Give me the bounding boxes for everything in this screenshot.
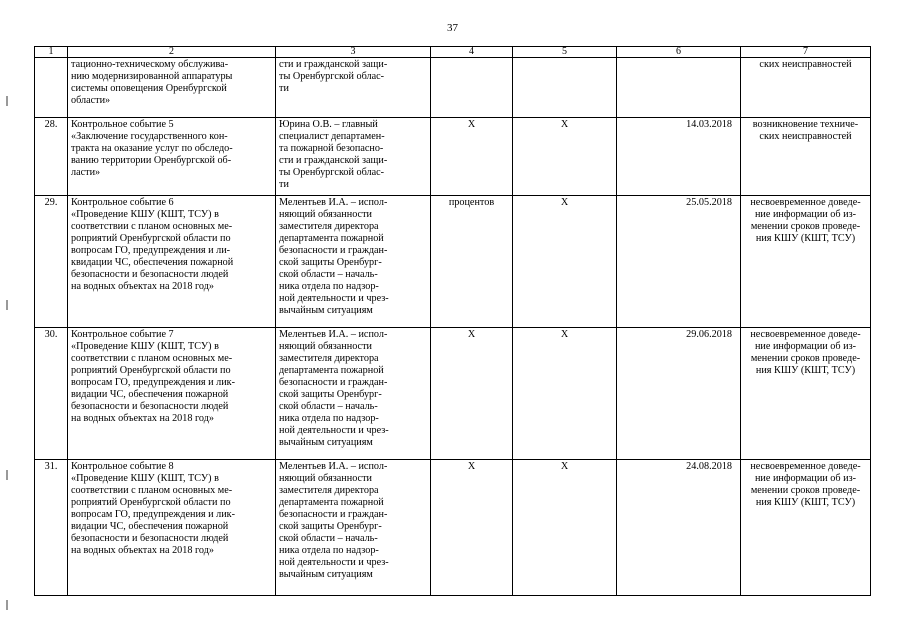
risk-description xyxy=(741,328,871,460)
event-description-line: «Проведение КШУ (КШТ, ТСУ) в xyxy=(71,473,219,484)
responsible-person-line: няющий обязанности xyxy=(279,209,372,220)
event-description-line: Контрольное событие 6 xyxy=(71,197,174,208)
responsible-person-line: безопасности и граждан- xyxy=(279,509,388,520)
event-description-line: безопасности и безопасности людей xyxy=(71,401,229,412)
event-description-line: роприятий Оренбургской области по xyxy=(71,497,231,508)
deadline-date: 29.06.2018 xyxy=(617,328,741,460)
event-description-line: «Проведение КШУ (КШТ, ТСУ) в xyxy=(71,209,219,220)
event-description-line: безопасности и безопасности людей xyxy=(71,533,229,544)
risk-description xyxy=(741,460,871,596)
table-row xyxy=(35,460,871,596)
responsible-person xyxy=(276,58,431,118)
responsible-person-line: вычайным ситуациям xyxy=(279,305,373,316)
header-cell: 6 xyxy=(617,47,741,58)
deadline-date: 24.08.2018 xyxy=(617,460,741,596)
header-cell: 4 xyxy=(431,47,513,58)
event-description-line: соответствии с планом основных ме- xyxy=(71,353,233,364)
event-description xyxy=(68,328,276,460)
event-description-line: ванию территории Оренбургской об- xyxy=(71,155,232,166)
responsible-person-line: ской защиты Оренбург- xyxy=(279,257,382,268)
table-row xyxy=(35,196,871,328)
risk-description-line: несвоевременное доведе- xyxy=(750,461,861,472)
indicator-unit xyxy=(431,58,513,118)
deadline-date: 25.05.2018 xyxy=(617,196,741,328)
responsible-person xyxy=(276,460,431,596)
responsible-person-line: заместителя директора xyxy=(279,221,379,232)
event-description xyxy=(68,58,276,118)
event-description-line: системы оповещения Оренбургской xyxy=(71,83,227,94)
responsible-person-line: Мелентьев И.А. – испол- xyxy=(279,329,388,340)
event-description-line: вопросам ГО, предупреждения и лик- xyxy=(71,509,236,520)
responsible-person-line: няющий обязанности xyxy=(279,473,372,484)
event-description-line: роприятий Оренбургской области по xyxy=(71,365,231,376)
risk-description-line: ние информации об из- xyxy=(754,473,856,484)
risk-description xyxy=(741,58,871,118)
event-description-line: Контрольное событие 7 xyxy=(71,329,174,340)
responsible-person-line: ской защиты Оренбург- xyxy=(279,521,382,532)
event-description-line: тракта на оказание услуг по обследо- xyxy=(71,143,233,154)
risk-description-line: ских неисправностей xyxy=(759,59,852,70)
responsible-person xyxy=(276,118,431,196)
indicator-value xyxy=(513,58,617,118)
responsible-person-line: департамента пожарной xyxy=(279,233,384,244)
row-number xyxy=(35,58,68,118)
responsible-person-line: Мелентьев И.А. – испол- xyxy=(279,197,388,208)
responsible-person-line: ской области – началь- xyxy=(279,401,378,412)
event-description-line: на водных объектах на 2018 год» xyxy=(71,413,214,424)
indicator-value: Х xyxy=(513,196,617,328)
event-description-line: «Заключение государственного кон- xyxy=(71,131,228,142)
deadline-date xyxy=(617,58,741,118)
header-cell: 3 xyxy=(276,47,431,58)
table-header-row xyxy=(35,47,871,58)
header-cell: 5 xyxy=(513,47,617,58)
row-number: 29. xyxy=(35,196,68,328)
responsible-person-line: ной деятельности и чрез- xyxy=(279,557,389,568)
indicator-unit: Х xyxy=(431,118,513,196)
event-description-line: вопросам ГО, предупреждения и лик- xyxy=(71,377,236,388)
deadline-date: 14.03.2018 xyxy=(617,118,741,196)
indicator-value: Х xyxy=(513,118,617,196)
event-description-line: роприятий Оренбургской области по xyxy=(71,233,231,244)
event-description-line: безопасности и безопасности людей xyxy=(71,269,229,280)
event-description xyxy=(68,196,276,328)
event-description xyxy=(68,460,276,596)
event-description-line: квидации ЧС, обеспечения пожарной xyxy=(71,257,234,268)
risk-description-line: менении сроков проведе- xyxy=(750,353,861,364)
table-row xyxy=(35,328,871,460)
scan-edge-marks xyxy=(6,0,10,640)
responsible-person-line: безопасности и граждан- xyxy=(279,245,388,256)
control-events-table xyxy=(34,46,871,596)
responsible-person-line: Мелентьев И.А. – испол- xyxy=(279,461,388,472)
responsible-person-line: сти и гражданской защи- xyxy=(279,155,388,166)
risk-description-line: ния КШУ (КШТ, ТСУ) xyxy=(755,233,856,244)
risk-description-line: ния КШУ (КШТ, ТСУ) xyxy=(755,365,856,376)
risk-description-line: менении сроков проведе- xyxy=(750,485,861,496)
risk-description-line: несвоевременное доведе- xyxy=(750,197,861,208)
event-description-line: видации ЧС, обеспечения пожарной xyxy=(71,389,229,400)
event-description-line: нию модернизированной аппаратуры xyxy=(71,71,233,82)
risk-description-line: возникновение техниче- xyxy=(752,119,859,130)
responsible-person-line: ской области – началь- xyxy=(279,269,378,280)
event-description-line: ласти» xyxy=(71,167,101,178)
indicator-unit: Х xyxy=(431,328,513,460)
responsible-person-line: ной деятельности и чрез- xyxy=(279,293,389,304)
responsible-person-line: ти xyxy=(279,179,289,190)
risk-description-line: менении сроков проведе- xyxy=(750,221,861,232)
risk-description-line: ние информации об из- xyxy=(754,209,856,220)
responsible-person-line: ской области – началь- xyxy=(279,533,378,544)
header-cell: 1 xyxy=(35,47,68,58)
header-cell: 2 xyxy=(68,47,276,58)
risk-description-line: несвоевременное доведе- xyxy=(750,329,861,340)
responsible-person-line: департамента пожарной xyxy=(279,497,384,508)
event-description-line: вопросам ГО, предупреждения и ли- xyxy=(71,245,231,256)
event-description-line: на водных объектах на 2018 год» xyxy=(71,281,214,292)
responsible-person-line: ской защиты Оренбург- xyxy=(279,389,382,400)
table-row xyxy=(35,58,871,118)
event-description-line: Контрольное событие 8 xyxy=(71,461,174,472)
risk-description-line: ние информации об из- xyxy=(754,341,856,352)
event-description-line: тационно-техническому обслужива- xyxy=(71,59,229,70)
page-number: 37 xyxy=(447,22,458,34)
risk-description-line: ских неисправностей xyxy=(759,131,852,142)
risk-description-line: ния КШУ (КШТ, ТСУ) xyxy=(755,497,856,508)
responsible-person-line: ника отдела по надзор- xyxy=(279,413,379,424)
responsible-person-line: специалист департамен- xyxy=(279,131,385,142)
risk-description xyxy=(741,196,871,328)
responsible-person-line: вычайным ситуациям xyxy=(279,437,373,448)
responsible-person-line: няющий обязанности xyxy=(279,341,372,352)
indicator-unit: процентов xyxy=(431,196,513,328)
responsible-person-line: заместителя директора xyxy=(279,485,379,496)
event-description-line: соответствии с планом основных ме- xyxy=(71,221,233,232)
responsible-person xyxy=(276,328,431,460)
responsible-person-line: сти и гражданской защи- xyxy=(279,59,388,70)
indicator-unit: Х xyxy=(431,460,513,596)
responsible-person-line: безопасности и граждан- xyxy=(279,377,388,388)
responsible-person-line: ника отдела по надзор- xyxy=(279,281,379,292)
responsible-person-line: заместителя директора xyxy=(279,353,379,364)
row-number: 28. xyxy=(35,118,68,196)
header-cell: 7 xyxy=(741,47,871,58)
responsible-person-line: та пожарной безопасно- xyxy=(279,143,384,154)
responsible-person-line: департамента пожарной xyxy=(279,365,384,376)
event-description-line: «Проведение КШУ (КШТ, ТСУ) в xyxy=(71,341,219,352)
risk-description xyxy=(741,118,871,196)
event-description-line: области» xyxy=(71,95,111,106)
indicator-value: Х xyxy=(513,328,617,460)
responsible-person-line: ти xyxy=(279,83,289,94)
table-row xyxy=(35,118,871,196)
event-description-line: на водных объектах на 2018 год» xyxy=(71,545,214,556)
event-description-line: соответствии с планом основных ме- xyxy=(71,485,233,496)
row-number: 30. xyxy=(35,328,68,460)
indicator-value: Х xyxy=(513,460,617,596)
responsible-person-line: ника отдела по надзор- xyxy=(279,545,379,556)
responsible-person-line: вычайным ситуациям xyxy=(279,569,373,580)
row-number: 31. xyxy=(35,460,68,596)
responsible-person-line: ты Оренбургской облас- xyxy=(279,71,385,82)
responsible-person-line: ной деятельности и чрез- xyxy=(279,425,389,436)
event-description xyxy=(68,118,276,196)
event-description-line: видации ЧС, обеспечения пожарной xyxy=(71,521,229,532)
responsible-person xyxy=(276,196,431,328)
event-description-line: Контрольное событие 5 xyxy=(71,119,174,130)
responsible-person-line: Юрина О.В. – главный xyxy=(279,119,378,130)
responsible-person-line: ты Оренбургской облас- xyxy=(279,167,385,178)
